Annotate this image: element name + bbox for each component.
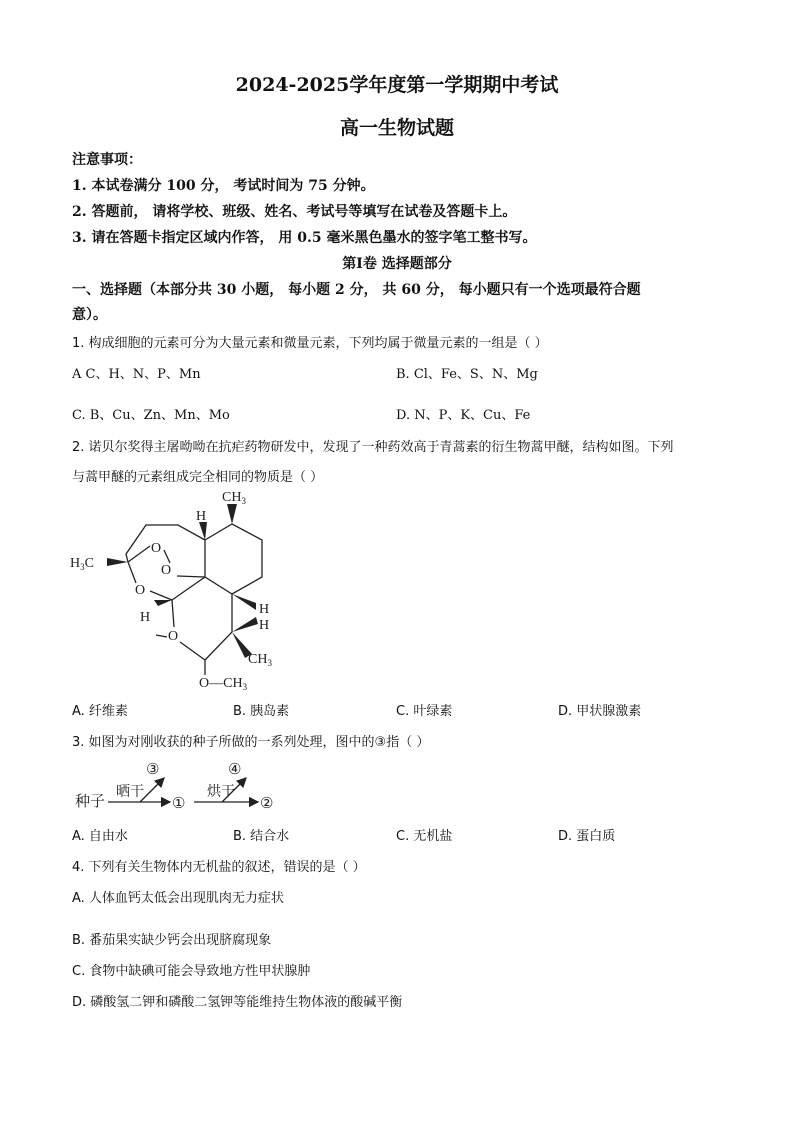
flow-circled-2: ② — [260, 796, 274, 812]
wedge-h-right-2 — [232, 617, 258, 632]
label-o-lower: O — [168, 629, 179, 644]
artemether-structure-diagram — [60, 482, 300, 692]
question-3-option-d: D. 蛋白质 — [558, 829, 616, 844]
question-1-option-b: B. Cl、Fe、S、N、Mg — [396, 367, 538, 382]
section-heading-line2: 意）。 — [72, 307, 107, 323]
question-4-option-a: A. 人体血钙太低会出现肌肉无力症状 — [72, 891, 284, 906]
wedge-h-lower-left — [154, 600, 172, 606]
label-h-right-1: H — [259, 602, 270, 617]
question-4-stem: 4. 下列有关生物体内无机盐的叙述，错误的是（ ） — [72, 860, 366, 875]
flow-step1-label: 晒干 — [116, 785, 144, 800]
question-2-option-b: B. 胰岛素 — [233, 704, 290, 719]
exam-subtitle: 高一生物试题 — [339, 117, 454, 139]
question-4-option-b: B. 番茄果实缺少钙会出现脐腐现象 — [72, 933, 272, 948]
question-1-stem: 1. 构成细胞的元素可分为大量元素和微量元素，下列均属于微量元素的一组是（ ） — [72, 336, 548, 351]
notice-item-2: 2. 答题前， 请将学校、班级、姓名、考试号等填写在试卷及答题卡上。 — [72, 204, 517, 220]
question-1-option-a: A C、H、N、P、Mn — [72, 367, 201, 382]
flow-circled-4: ④ — [228, 762, 242, 778]
notice-heading: 注意事项： — [72, 152, 142, 168]
part-title: 第Ⅰ卷 选择题部分 — [342, 256, 452, 272]
question-2-stem-line2: 与蒿甲醚的元素组成完全相同的物质是（ ） — [72, 470, 324, 485]
label-h3c-left: $H_3C$ — [70, 556, 94, 572]
label-h-top: H — [196, 509, 207, 524]
wedge-ch3-top — [227, 504, 237, 524]
label-o-peroxide-2: O — [161, 563, 172, 578]
flow-step2-label: 烘干 — [207, 785, 235, 800]
wedge-ch3-left — [107, 558, 128, 566]
notice-item-1: 1. 本试卷满分 100 分， 考试时间为 75 分钟。 — [72, 178, 375, 194]
label-ch3-right: $CH_3$ — [248, 652, 272, 668]
question-2-option-d: D. 甲状腺激素 — [558, 704, 642, 719]
label-och3: $O—CH_3$ — [199, 676, 248, 692]
question-1-option-c: C. B、Cu、Zn、Mn、Mo — [72, 408, 230, 423]
question-3-stem: 3. 如图为对刚收获的种子所做的一系列处理，图中的③指（ ） — [72, 735, 430, 750]
question-2-option-a: A. 纤维素 — [72, 704, 128, 719]
label-h-right-2: H — [259, 618, 270, 633]
label-o-ring: O — [135, 583, 146, 598]
question-4-option-c: C. 食物中缺碘可能会导致地方性甲状腺肿 — [72, 964, 311, 979]
question-3-option-c: C. 无机盐 — [396, 829, 453, 844]
label-o-peroxide-1: O — [151, 541, 162, 556]
wedge-h-right — [232, 594, 256, 610]
question-2-stem-line1: 2. 诺贝尔奖得主屠呦呦在抗疟药物研发中，发现了一种药效高于青蒿素的衍生物蒿甲醚，结构如图。下列 — [72, 440, 674, 455]
label-ch3-top: $CH_3$ — [222, 490, 246, 506]
question-3-option-a: A. 自由水 — [72, 829, 128, 844]
label-h-lower-left: H — [140, 610, 151, 625]
notice-item-3: 3. 请在答题卡指定区域内作答， 用 0.5 毫米黑色墨水的签字笔工整书写。 — [72, 230, 537, 246]
section-heading-line1: 一、选择题（本部分共 30 小题， 每小题 2 分， 共 60 分， 每小题只有一个选项最符合题 — [72, 282, 641, 298]
question-2-option-c: C. 叶绿素 — [396, 704, 453, 719]
flow-circled-3: ③ — [146, 762, 160, 778]
question-3-option-b: B. 结合水 — [233, 829, 290, 844]
question-1-option-d: D. N、P、K、Cu、Fe — [396, 408, 531, 423]
question-4-option-d: D. 磷酸氢二钾和磷酸二氢钾等能维持生物体液的酸碱平衡 — [72, 995, 403, 1010]
seed-treatment-flow-diagram — [72, 756, 292, 816]
flow-seed-label: 种子 — [75, 794, 106, 810]
flow-circled-1: ① — [172, 796, 186, 812]
exam-title: 2024-2025学年度第一学期期中考试 — [235, 74, 559, 96]
